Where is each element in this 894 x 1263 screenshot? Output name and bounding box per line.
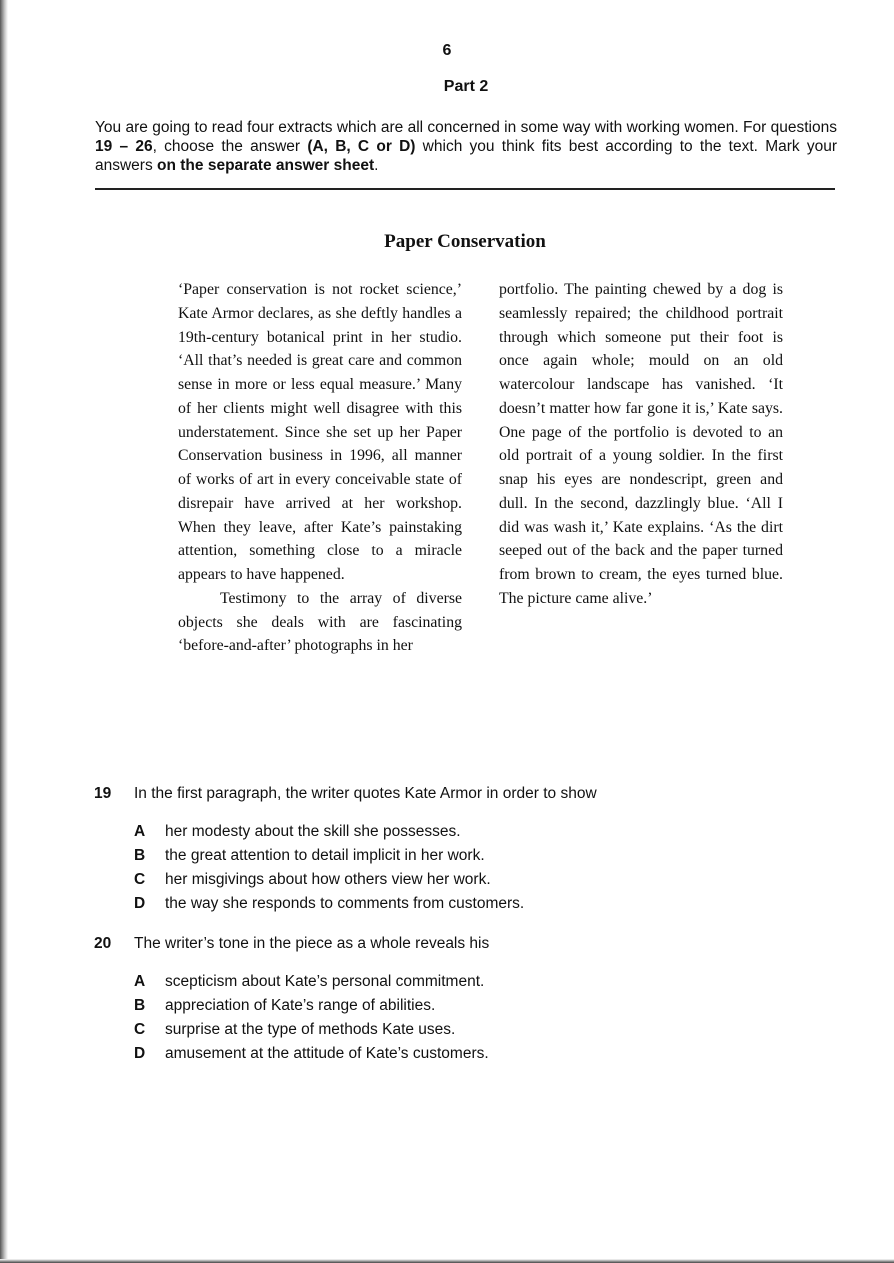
option-b — [134, 844, 814, 868]
section-divider — [95, 188, 835, 190]
article-right-column — [499, 278, 783, 611]
scan-edge-bottom — [0, 1259, 894, 1263]
article-title: Paper Conservation — [384, 231, 546, 252]
option-text: surprise at the type of methods Kate uses. — [165, 1021, 456, 1038]
page-number: 6 — [442, 42, 452, 59]
answer-options — [94, 970, 814, 1066]
article-paragraph: Testimony to the array of diverse objects she deals with are fascinating ‘before-and-after’ photographs in her — [178, 589, 462, 655]
answer-choices: (A, B, C or D) — [307, 138, 416, 155]
question-number: 19 — [94, 785, 112, 802]
question-stem: The writer’s tone in the piece as a whole reveals his — [134, 935, 490, 952]
option-a — [134, 820, 814, 844]
question-range: 19 – 26 — [95, 138, 153, 155]
option-letter: C — [134, 1021, 146, 1038]
scan-edge-left — [0, 0, 8, 1263]
option-c — [134, 1018, 814, 1042]
option-text: the way she responds to comments from customers. — [165, 895, 525, 912]
answer-options — [94, 820, 814, 916]
question-19 — [94, 784, 814, 916]
instructions: You are going to read four extracts which are all concerned in some way with working women. For questions 19 – 26, choose the answer (A, B, C or D) which you think fits best according to the text. Mark your answers on the separate answer sheet. — [95, 119, 838, 174]
option-letter: B — [134, 997, 146, 1014]
option-text: the great attention to detail implicit in her work. — [165, 847, 485, 864]
article-paragraph: ‘Paper conservation is not rocket science,’ Kate Armor declares, as she deftly handles a 19th-century botanical print in her studio. ‘All that’s needed is great care and common sense in more or less equal measure.’ Many of her clients might well disagree with this understatement. Since she set up her Paper Conservation business in 1996, all manner of works of art in every conceivable state of disrepair have arrived at her workshop. When they leave, after Kate’s painstaking attention, something close to a miracle appears to have happened. — [178, 281, 462, 583]
answer-sheet-note: on the separate answer sheet — [157, 157, 375, 174]
option-text: amusement at the attitude of Kate’s customers. — [165, 1045, 489, 1062]
option-letter: A — [134, 823, 146, 840]
article-paragraph: portfolio. The painting chewed by a dog is seamlessly repaired; the childhood portrait through which someone put their foot is once again whole; mould on an old watercolour landscape has vanished. ‘It doesn’t matter how far gone it is,’ Kate says. One page of the portfolio is devoted to an old portrait of a young soldier. In the first snap his eyes are nondescript, green and dull. In the second, dazzlingly blue. ‘All I did was wash it,’ Kate explains. ‘As the dirt seeped out of the back and the paper turned from brown to cream, the eyes turned blue. The picture came alive.’ — [499, 281, 783, 607]
option-c — [134, 868, 814, 892]
option-text: scepticism about Kate’s personal commitment. — [165, 973, 485, 990]
option-letter: C — [134, 871, 146, 888]
question-20 — [94, 934, 814, 1066]
option-b — [134, 994, 814, 1018]
article-left-column — [178, 278, 462, 658]
option-text: appreciation of Kate’s range of abilities. — [165, 997, 436, 1014]
option-letter: D — [134, 1045, 146, 1062]
option-a — [134, 970, 814, 994]
part-title: Part 2 — [443, 78, 489, 95]
option-letter: A — [134, 973, 146, 990]
question-number: 20 — [94, 935, 112, 952]
option-letter: D — [134, 895, 146, 912]
option-text: her misgivings about how others view her work. — [165, 871, 491, 888]
option-text: her modesty about the skill she possesses. — [165, 823, 461, 840]
option-d — [134, 1042, 814, 1066]
option-letter: B — [134, 847, 146, 864]
question-stem: In the first paragraph, the writer quotes Kate Armor in order to show — [134, 785, 597, 802]
option-d — [134, 892, 814, 916]
